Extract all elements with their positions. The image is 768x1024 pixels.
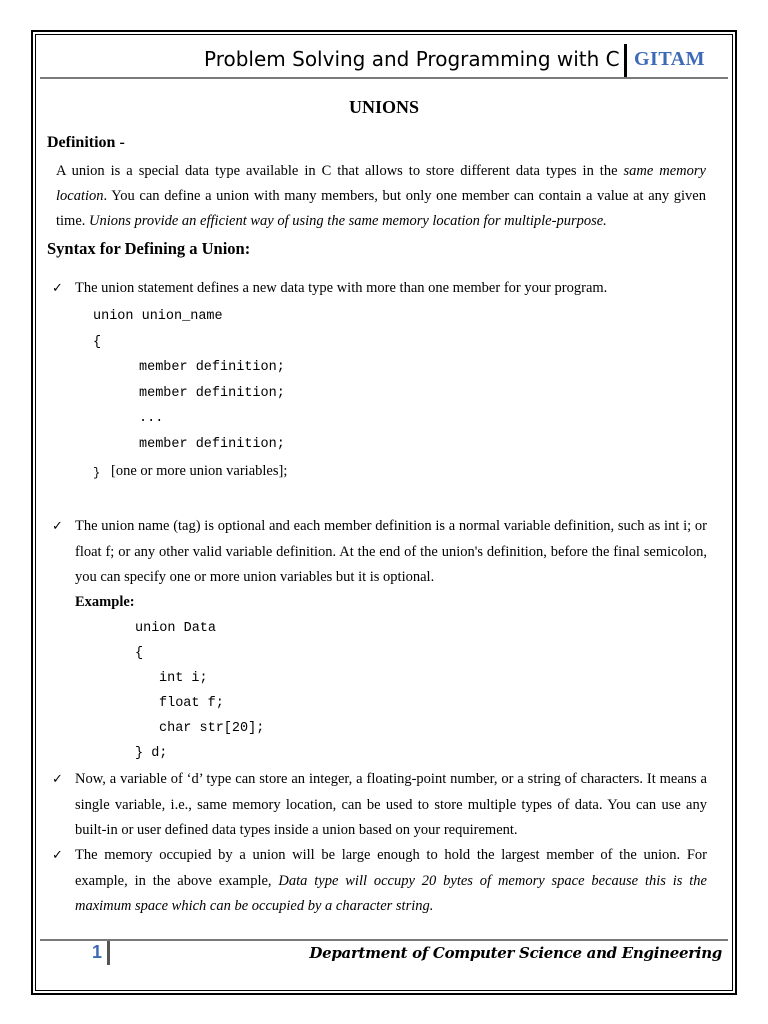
example-code-line: float f;: [159, 696, 224, 711]
syntax-heading: Syntax for Defining a Union:: [47, 239, 251, 258]
syntax-code-line: {: [93, 335, 102, 350]
header-rule: [40, 77, 728, 79]
definition-paragraph: A union is a special data type available in C that allows to store different data types in the same memory location. You can define a union with many members, but only one member can contain a value at any given time. Unions provide an efficient way of using the same memory location for multiple-purpose.: [56, 163, 706, 229]
syntax-code-line: member definition;: [139, 360, 285, 375]
check-icon: ✓: [52, 771, 63, 786]
header-title: Problem Solving and Programming with C: [204, 47, 620, 71]
footer-divider: [107, 941, 110, 965]
syntax-code-line: ...: [139, 411, 164, 426]
example-code-line: char str[20];: [159, 721, 265, 736]
syntax-code-line: }: [93, 466, 101, 480]
syntax-code-variables: [one or more union variables];: [111, 463, 288, 479]
example-code-line: union Data: [135, 621, 217, 636]
syntax-code-line: member definition;: [139, 437, 285, 452]
page-title: UNIONS: [348, 97, 419, 117]
example-code-line: } d;: [135, 746, 168, 761]
check-icon: ✓: [52, 847, 63, 862]
bullet-2-text: The union name (tag) is optional and each member definition is a normal variable definition, such as int i; or float f; or any other valid variable definition. At the end of the union's definition, before the final semicolon, you can specify one or more union variables but it is optional.: [75, 518, 707, 585]
example-code-line: {: [135, 646, 144, 661]
page-number: 1: [92, 942, 103, 962]
syntax-code-line: member definition;: [139, 386, 285, 401]
header-brand: GITAM: [634, 48, 706, 70]
bullet-3-text: Now, a variable of ‘d’ type can store an integer, a floating-point number, or a string of characters. It means a single variable, i.e., same memory location, can be used to store multiple types of data. You can use any built-in or user defined data types inside a union based on your requirement.: [75, 771, 707, 838]
header-divider: [624, 44, 627, 78]
footer-rule: [40, 939, 728, 941]
example-label: Example:: [75, 594, 135, 610]
definition-heading: Definition -: [47, 134, 125, 151]
check-icon: ✓: [52, 280, 63, 295]
syntax-code-line: union union_name: [93, 309, 223, 324]
footer-department: Department of Computer Science and Engineering: [309, 944, 722, 962]
example-code-line: int i;: [159, 671, 208, 686]
check-icon: ✓: [52, 518, 63, 533]
bullet-4-text: The memory occupied by a union will be large enough to hold the largest member of the union. For example, in the above example, Data type will occupy 20 bytes of memory space because this is the maximum space which can be occupied by a character string.: [75, 847, 707, 914]
bullet-1-text: The union statement defines a new data type with more than one member for your program.: [75, 280, 608, 296]
